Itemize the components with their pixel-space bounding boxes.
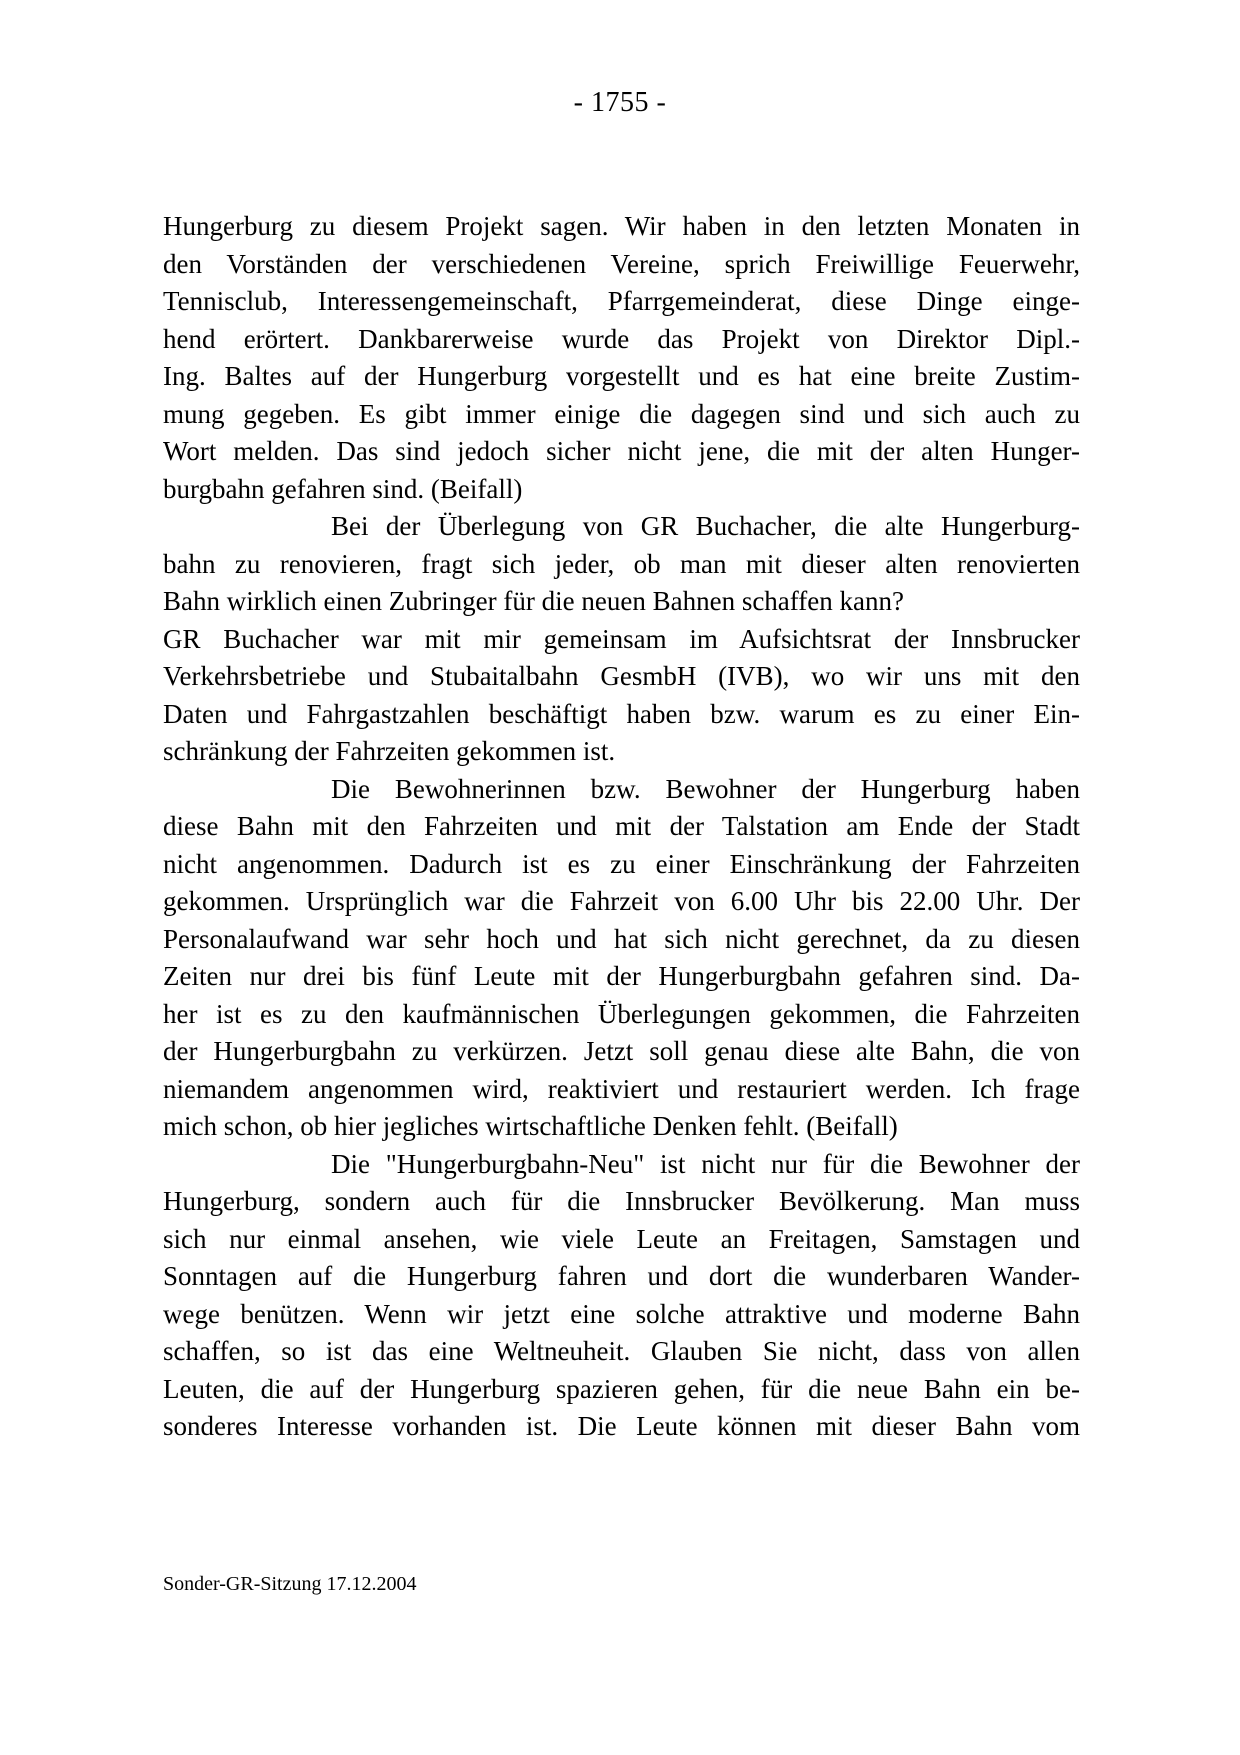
text-line: Sonntagen auf die Hungerburg fahren und dort die wunderbaren Wander- [163, 1261, 1080, 1291]
text-line: Verkehrsbetriebe und Stubaitalbahn GesmbH (IVB), wo wir uns mit den [163, 661, 1080, 691]
text-line: bahn zu renovieren, fragt sich jeder, ob man mit dieser alten renovierten [163, 548, 1080, 579]
text-line: Tennisclub, Interessengemeinschaft, Pfarrgemeinderat, diese Dinge einge- [163, 286, 1080, 316]
text-line: Personalaufwand war sehr hoch und hat sich nicht gerechnet, da zu diesen [163, 923, 1080, 954]
text-line: Die Bewohnerinnen bzw. Bewohner der Hungerburg haben [331, 773, 1080, 804]
text-line: Die "Hungerburgbahn-Neu" ist nicht nur für die Bewohner der [331, 1148, 1080, 1179]
text-line: Hungerburg zu diesem Projekt sagen. Wir haben in den letzten Monaten in [163, 211, 1080, 241]
text-line: Leuten, die auf der Hungerburg spazieren gehen, für die neue Bahn ein be- [163, 1373, 1080, 1404]
text-line: her ist es zu den kaufmännischen Überlegungen gekommen, die Fahrzeiten [163, 998, 1080, 1029]
text-line: sich nur einmal ansehen, wie viele Leute an Freitagen, Samstagen und [163, 1223, 1080, 1254]
text-line: den Vorständen der verschiedenen Vereine, sprich Freiwillige Feuerwehr, [163, 248, 1080, 279]
text-line: diese Bahn mit den Fahrzeiten und mit der Talstation am Ende der Stadt [163, 811, 1080, 841]
text-line: gekommen. Ursprünglich war die Fahrzeit von 6.00 Uhr bis 22.00 Uhr. Der [163, 886, 1080, 916]
text-line: wege benützen. Wenn wir jetzt eine solche attraktive und moderne Bahn [163, 1298, 1080, 1329]
text-line: Wort melden. Das sind jedoch sicher nicht jene, die mit der alten Hunger- [163, 436, 1080, 466]
text-line: niemandem angenommen wird, reaktiviert und restauriert werden. Ich frage [163, 1073, 1080, 1104]
text-line: GR Buchacher war mit mir gemeinsam im Aufsichtsrat der Innsbrucker [163, 623, 1080, 654]
text-line: nicht angenommen. Dadurch ist es zu einer Einschränkung der Fahrzeiten [163, 848, 1080, 879]
text-line: Ing. Baltes auf der Hungerburg vorgestellt und es hat eine breite Zustim- [163, 361, 1080, 391]
text-line: Bahn wirklich einen Zubringer für die neuen Bahnen schaffen kann? [163, 586, 904, 616]
text-line: Hungerburg, sondern auch für die Innsbrucker Bevölkerung. Man muss [163, 1186, 1080, 1216]
footer-session-label: Sonder-GR-Sitzung 17.12.2004 [163, 1573, 417, 1595]
text-line: sonderes Interesse vorhanden ist. Die Leute können mit dieser Bahn vom [163, 1411, 1080, 1441]
text-block [163, 208, 1080, 1446]
text-line: Zeiten nur drei bis fünf Leute mit der Hungerburgbahn gefahren sind. Da- [163, 961, 1080, 991]
text-line: burgbahn gefahren sind. (Beifall) [163, 473, 523, 504]
text-line: schränkung der Fahrzeiten gekommen ist. [163, 736, 616, 766]
text-line: schaffen, so ist das eine Weltneuheit. Glauben Sie nicht, dass von allen [163, 1336, 1080, 1366]
page-number: - 1755 - [573, 87, 667, 118]
text-line: Daten und Fahrgastzahlen beschäftigt haben bzw. warum es zu einer Ein- [163, 698, 1080, 729]
text-line: hend erörtert. Dankbarerweise wurde das Projekt von Direktor Dipl.- [163, 323, 1080, 354]
text-line: Bei der Überlegung von GR Buchacher, die alte Hungerburg- [331, 511, 1080, 541]
text-line: mich schon, ob hier jegliches wirtschaftliche Denken fehlt. (Beifall) [163, 1111, 898, 1141]
text-line: mung gegeben. Es gibt immer einige die dagegen sind und sich auch zu [163, 398, 1080, 429]
text-line: der Hungerburgbahn zu verkürzen. Jetzt soll genau diese alte Bahn, die von [163, 1036, 1080, 1066]
